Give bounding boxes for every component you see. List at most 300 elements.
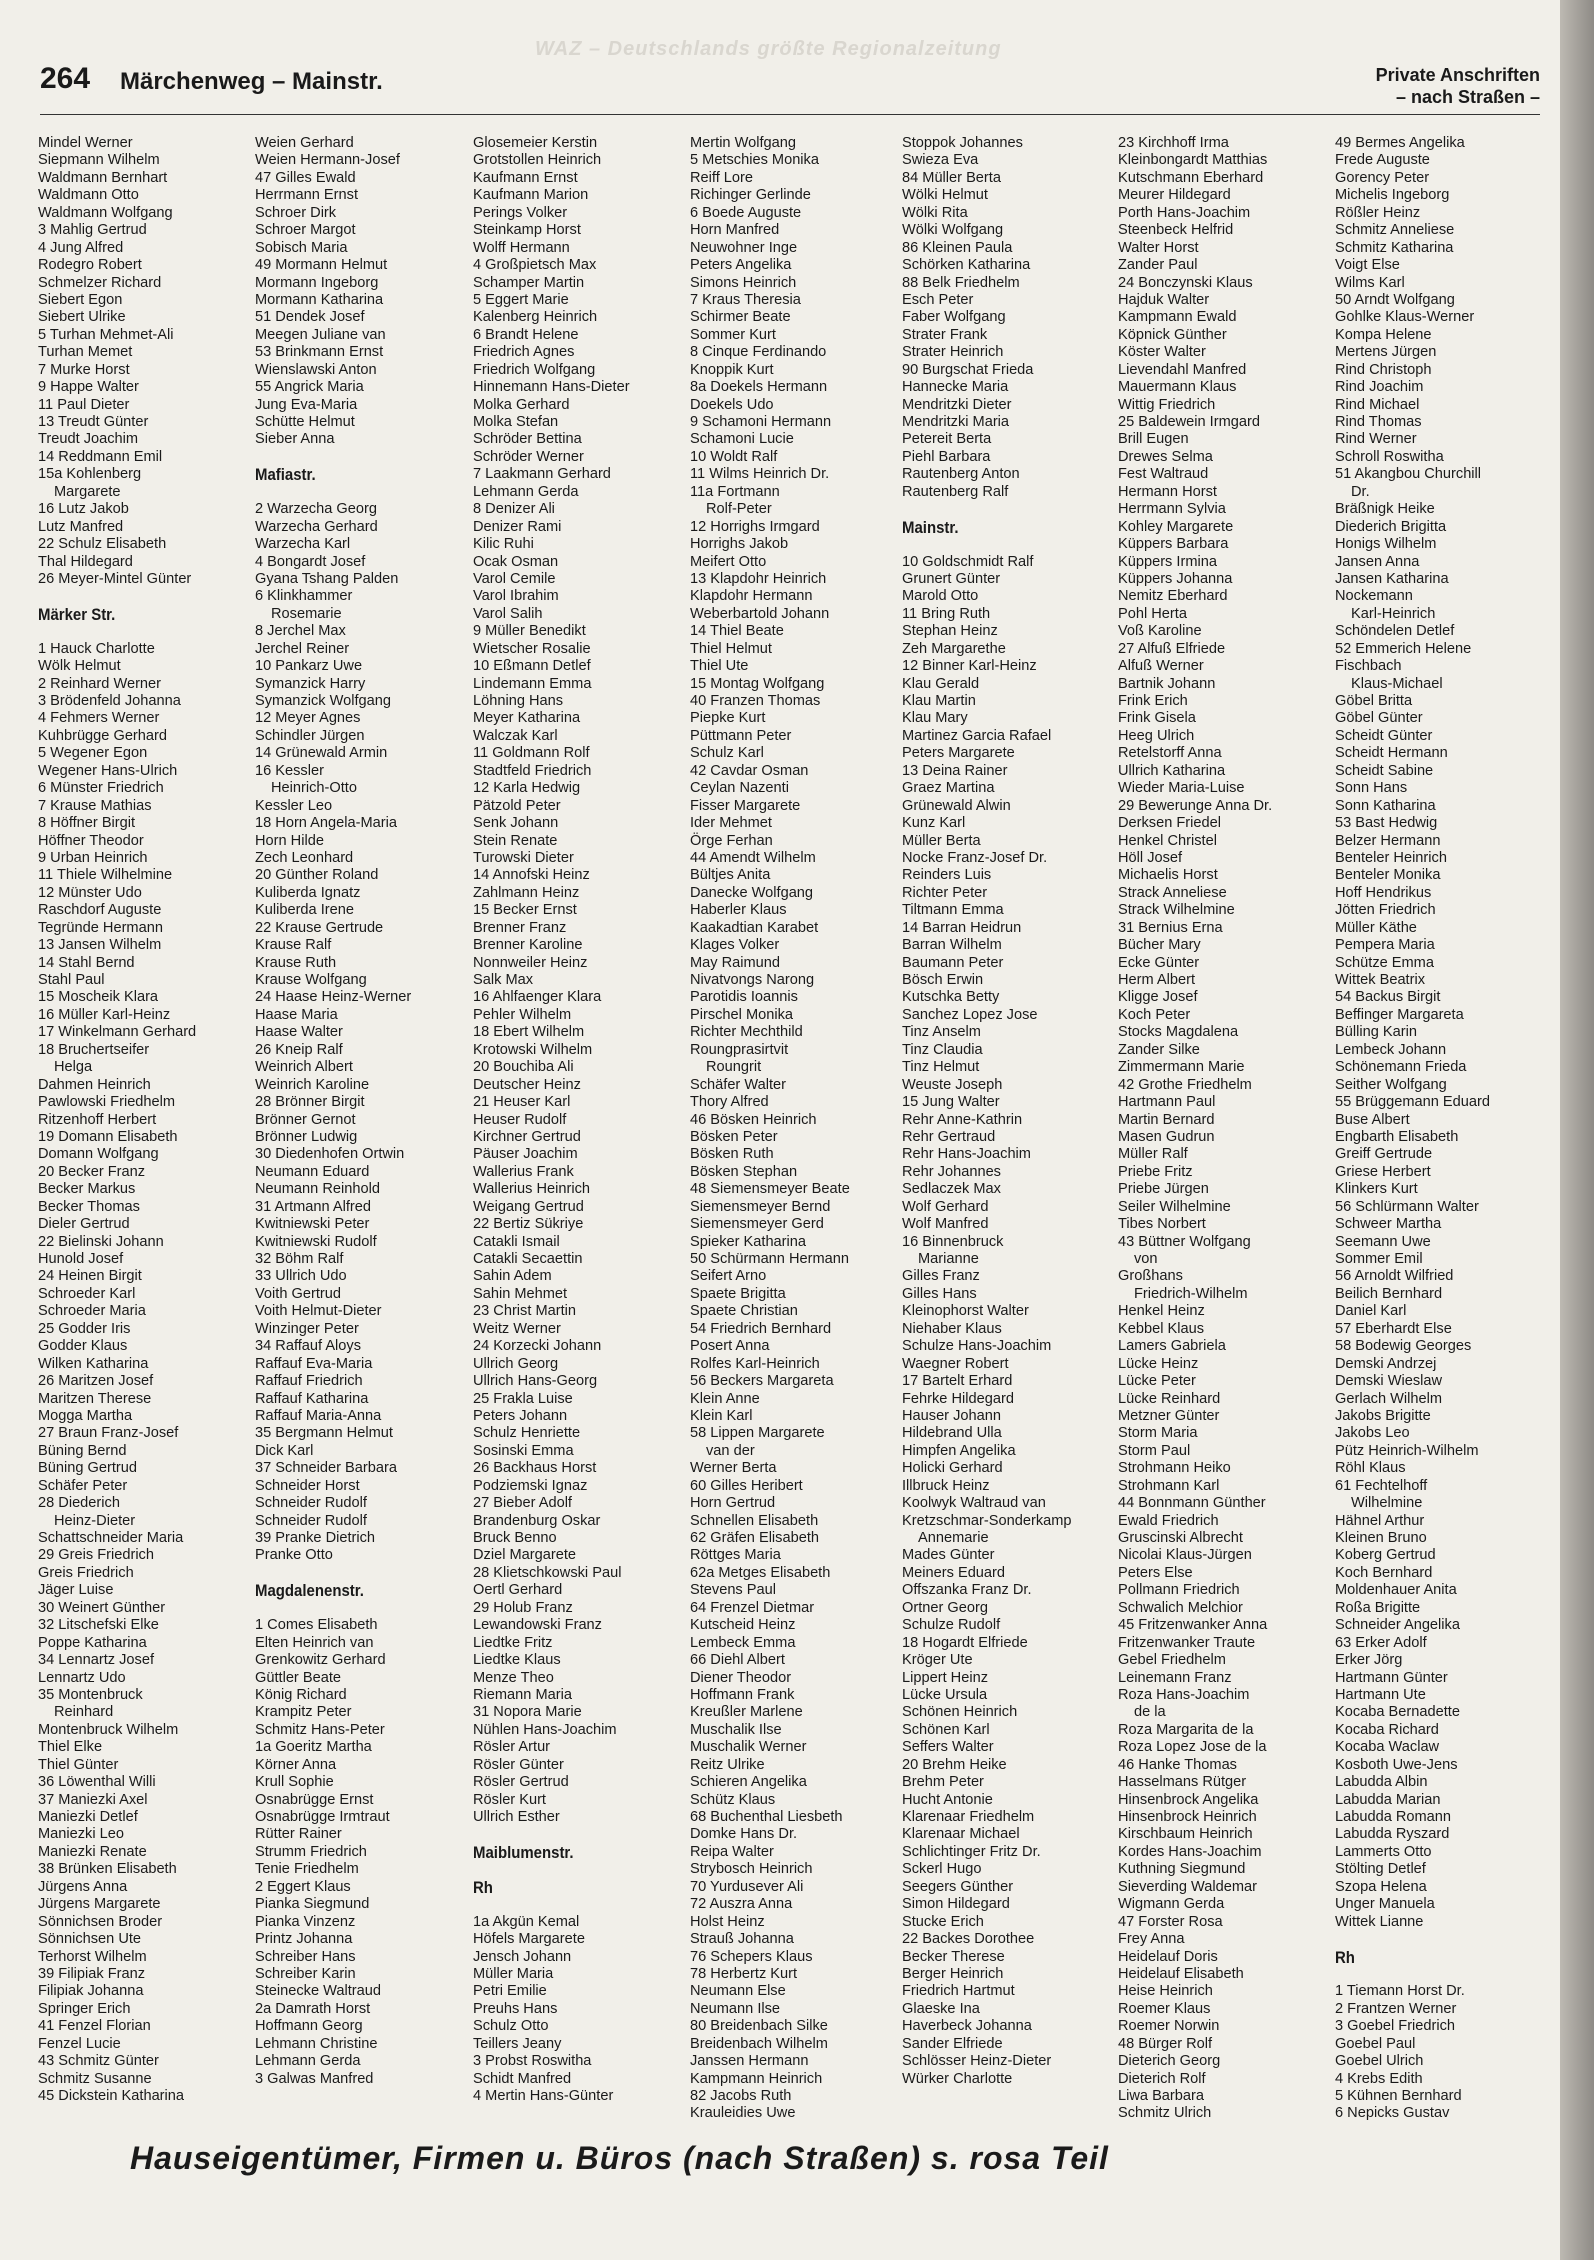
resident-entry: 24 Korzecki Johann bbox=[473, 1338, 602, 1355]
resident-entry: Priebe Fritz bbox=[1118, 1163, 1193, 1180]
resident-entry: Baumann Peter bbox=[902, 954, 1004, 971]
spacer bbox=[902, 536, 1112, 553]
resident-entry: Hucht Antonie bbox=[902, 1791, 993, 1808]
resident-entry: Löhning Hans bbox=[473, 693, 564, 709]
resident-entry: 49 Bermes Angelika bbox=[1335, 135, 1465, 151]
resident-entry: Brandenburg Oskar bbox=[473, 1512, 601, 1529]
resident-entry: Benteler Monika bbox=[1335, 867, 1441, 884]
resident-entry: 8a Doekels Hermann bbox=[690, 379, 828, 396]
resident-entry: Labudda Ryszard bbox=[1335, 1826, 1450, 1843]
resident-entry: Roemer Klaus bbox=[1118, 2000, 1211, 2017]
resident-entry: Raffauf Maria-Anna bbox=[255, 1407, 382, 1424]
resident-entry: 13 Treudt Günter bbox=[38, 414, 149, 430]
resident-entry: Strack Wilhelmine bbox=[1118, 902, 1235, 919]
resident-entry: 60 Gilles Heribert bbox=[690, 1477, 803, 1494]
resident-entry: Brönner Ludwig bbox=[255, 1128, 358, 1145]
resident-entry: Rind Joachim bbox=[1335, 379, 1424, 396]
resident-entry: 23 Kirchhoff Irma bbox=[1118, 135, 1229, 151]
resident-entry: Krause Wolfgang bbox=[255, 972, 367, 988]
resident-entry: 53 Bast Hedwig bbox=[1335, 815, 1438, 832]
resident-entry: Tegründe Hermann bbox=[38, 919, 163, 936]
resident-entry: 20 Becker Franz bbox=[38, 1163, 146, 1180]
resident-entry: Belzer Hermann bbox=[1335, 832, 1441, 849]
resident-entry: Klapdohr Hermann bbox=[690, 588, 813, 605]
resident-entry: Schönen Karl bbox=[902, 1721, 990, 1738]
resident-entry: Jürgens Margarete bbox=[38, 1896, 161, 1913]
resident-entry: Holst Heinz bbox=[690, 1913, 765, 1930]
resident-entry: Hoffmann Georg bbox=[255, 2018, 363, 2035]
resident-entry: Klinkers Kurt bbox=[1335, 1181, 1418, 1198]
resident-entry: 56 Arnoldt Wilfried bbox=[1335, 1268, 1454, 1285]
resident-entry: Klein Karl bbox=[690, 1407, 753, 1424]
resident-entry: 30 Diedenhofen Ortwin bbox=[255, 1146, 405, 1163]
resident-entry: 48 Bürger Rolf bbox=[1118, 2035, 1213, 2052]
resident-entry: Leinemann Franz bbox=[1118, 1669, 1232, 1686]
spacer bbox=[255, 449, 465, 466]
resident-entry: Rösler Günter bbox=[473, 1756, 564, 1773]
resident-entry: König Richard bbox=[255, 1686, 347, 1703]
resident-entry: 29 Greis Friedrich bbox=[38, 1547, 154, 1564]
resident-entry: Engbarth Elisabeth bbox=[1335, 1128, 1459, 1145]
resident-entry: Stein Renate bbox=[473, 832, 558, 849]
resident-entry: 16 Lutz Jakob bbox=[38, 501, 129, 518]
resident-entry: 66 Diehl Albert bbox=[690, 1652, 785, 1669]
resident-entry: Brenner Karoline bbox=[473, 937, 583, 954]
ghost-banner: WAZ – Deutschlands größte Regionalzeitung bbox=[535, 38, 1002, 60]
resident-entry: Sönnichsen Broder bbox=[38, 1913, 163, 1930]
resident-entry: Lücke Reinhard bbox=[1118, 1390, 1221, 1407]
resident-entry: Jötten Friedrich bbox=[1335, 902, 1436, 919]
resident-entry: Hauser Johann bbox=[902, 1407, 1001, 1424]
resident-entry: Sckerl Hugo bbox=[902, 1861, 982, 1878]
resident-entry: 33 Ullrich Udo bbox=[255, 1268, 347, 1285]
name-continuation: Heinrich-Otto bbox=[271, 780, 357, 797]
resident-entry: Schroer Dirk bbox=[255, 204, 337, 221]
resident-entry: Barran Wilhelm bbox=[902, 937, 1002, 954]
resident-entry: Pohl Herta bbox=[1118, 605, 1187, 622]
resident-entry: 58 Bodewig Georges bbox=[1335, 1338, 1472, 1355]
resident-entry: Thory Alfred bbox=[690, 1094, 769, 1111]
resident-entry: Steinecke Waltraud bbox=[255, 1983, 381, 2000]
resident-entry: Rößler Heinz bbox=[1335, 204, 1421, 221]
resident-entry: Nonnweiler Heinz bbox=[473, 954, 588, 971]
resident-entry: Niehaber Klaus bbox=[902, 1320, 1002, 1337]
resident-entry: Schneider Rudolf bbox=[255, 1512, 367, 1529]
resident-entry: Müller Berta bbox=[902, 832, 981, 849]
resident-entry: Müller Ralf bbox=[1118, 1146, 1188, 1163]
resident-entry: 17 Bartelt Erhard bbox=[902, 1373, 1013, 1390]
resident-entry: Simons Heinrich bbox=[690, 274, 797, 291]
resident-entry: Metzner Günter bbox=[1118, 1407, 1220, 1424]
resident-entry: Stucke Erich bbox=[902, 1913, 984, 1930]
resident-entry: Wigmann Gerda bbox=[1118, 1896, 1225, 1913]
resident-entry: Lamers Gabriela bbox=[1118, 1338, 1226, 1355]
name-continuation: de la bbox=[1134, 1704, 1166, 1721]
column-6 bbox=[1118, 135, 1328, 2123]
resident-entry: Kreußler Marlene bbox=[690, 1704, 803, 1721]
resident-entry: 27 Braun Franz-Josef bbox=[38, 1425, 179, 1442]
resident-entry: Örge Ferhan bbox=[690, 832, 773, 849]
resident-entry: Dahmen Heinrich bbox=[38, 1076, 151, 1093]
resident-entry: Daniel Karl bbox=[1335, 1303, 1407, 1320]
resident-entry: Treudt Joachim bbox=[38, 431, 139, 448]
resident-entry: Stölting Detlef bbox=[1335, 1861, 1426, 1878]
resident-entry: Grotstollen Heinrich bbox=[473, 152, 602, 169]
resident-entry: Kebbel Klaus bbox=[1118, 1320, 1205, 1337]
resident-entry: Retelstorff Anna bbox=[1118, 745, 1222, 762]
resident-entry: Spaete Brigitta bbox=[690, 1285, 786, 1302]
resident-entry: 22 Bielinski Johann bbox=[38, 1233, 164, 1250]
resident-entry: 20 Günther Roland bbox=[255, 867, 379, 884]
resident-entry: Osnabrügge Irmtraut bbox=[255, 1809, 390, 1825]
resident-entry: Zech Leonhard bbox=[255, 849, 354, 866]
resident-entry: 3 Probst Roswitha bbox=[473, 2053, 592, 2070]
name-continuation: Margarete bbox=[54, 483, 121, 500]
resident-entry: Hasselmans Rütger bbox=[1118, 1774, 1247, 1791]
resident-entry: 24 Bonczynski Klaus bbox=[1118, 274, 1253, 291]
resident-entry: Thiel Günter bbox=[38, 1756, 119, 1773]
section-label-line1: Private Anschriften bbox=[1375, 65, 1540, 85]
resident-entry: Schidt Manfred bbox=[473, 2070, 572, 2087]
resident-entry: Würker Charlotte bbox=[902, 2070, 1013, 2087]
resident-entry: Rehr Anne-Kathrin bbox=[902, 1111, 1023, 1128]
resident-entry: Pawlowski Friedhelm bbox=[38, 1094, 176, 1111]
resident-entry: Frede Auguste bbox=[1335, 152, 1430, 169]
resident-entry: 55 Angrick Maria bbox=[255, 379, 364, 396]
resident-entry: Schröder Werner bbox=[473, 448, 584, 465]
resident-entry: Friedrich Wolfgang bbox=[473, 361, 596, 378]
resident-entry: Siemensmeyer Bernd bbox=[690, 1198, 831, 1215]
resident-entry: Spieker Katharina bbox=[690, 1233, 807, 1250]
resident-entry: Wittek Beatrix bbox=[1335, 972, 1426, 988]
resident-entry: 50 Schürmann Hermann bbox=[690, 1251, 849, 1267]
resident-entry: Friedrich Hartmut bbox=[902, 1983, 1015, 2000]
resident-entry: Piehl Barbara bbox=[902, 448, 991, 465]
resident-entry: 6 Klinkhammer bbox=[255, 588, 353, 605]
resident-entry: Masen Gudrun bbox=[1118, 1128, 1215, 1145]
resident-entry: Schröder Bettina bbox=[473, 431, 582, 448]
resident-entry: Lehmann Gerda bbox=[255, 2053, 361, 2070]
resident-entry: Schörken Katharina bbox=[902, 257, 1031, 274]
resident-entry: Scheidt Sabine bbox=[1335, 762, 1434, 779]
resident-entry: Senk Johann bbox=[473, 815, 559, 832]
resident-entry: Domke Hans Dr. bbox=[690, 1826, 798, 1843]
resident-entry: 5 Turhan Mehmet-Ali bbox=[38, 326, 174, 343]
name-continuation: Rolf-Peter bbox=[706, 501, 772, 518]
resident-entry: Weuste Joseph bbox=[902, 1076, 1003, 1093]
resident-entry: 29 Bewerunge Anna Dr. bbox=[1118, 797, 1273, 814]
resident-entry: Peters Margarete bbox=[902, 745, 1015, 762]
resident-entry: Domann Wolfgang bbox=[38, 1146, 159, 1163]
resident-entry: 2 Reinhard Werner bbox=[38, 675, 162, 692]
name-continuation: Annemarie bbox=[918, 1530, 989, 1546]
resident-entry: Wienslawski Anton bbox=[255, 361, 377, 378]
resident-entry: Hinsenbrock Angelika bbox=[1118, 1791, 1259, 1808]
resident-entry: 37 Schneider Barbara bbox=[255, 1460, 397, 1477]
resident-entry: Klages Volker bbox=[690, 937, 780, 954]
resident-entry: Moldenhauer Anita bbox=[1335, 1582, 1457, 1599]
resident-entry: 47 Forster Rosa bbox=[1118, 1913, 1223, 1930]
resident-entry: Neumann Eduard bbox=[255, 1163, 370, 1180]
resident-entry: Lembeck Johann bbox=[1335, 1041, 1447, 1058]
resident-entry: 41 Fenzel Florian bbox=[38, 2018, 151, 2035]
resident-entry: Demski Wieslaw bbox=[1335, 1373, 1443, 1390]
resident-entry: 15a Kohlenberg bbox=[38, 466, 142, 483]
resident-entry: Sander Elfriede bbox=[902, 2035, 1003, 2052]
resident-entry: Sönnichsen Ute bbox=[38, 1931, 142, 1948]
resident-entry: 13 Deina Rainer bbox=[902, 762, 1008, 779]
resident-entry: Martinez Garcia Rafael bbox=[902, 727, 1052, 744]
resident-entry: 19 Domann Elisabeth bbox=[38, 1128, 178, 1145]
resident-entry: Hoff Hendrikus bbox=[1335, 884, 1432, 901]
resident-entry: Ider Mehmet bbox=[690, 815, 772, 832]
resident-entry: Godder Klaus bbox=[38, 1338, 128, 1355]
resident-entry: 40 Franzen Thomas bbox=[690, 693, 821, 709]
resident-entry: Muschalik Werner bbox=[690, 1739, 807, 1756]
resident-entry: Strumm Friedrich bbox=[255, 1843, 367, 1860]
resident-entry: Zimmermann Marie bbox=[1118, 1059, 1245, 1076]
resident-entry: Brill Eugen bbox=[1118, 431, 1189, 448]
resident-entry: Gruscinski Albrecht bbox=[1118, 1530, 1243, 1546]
resident-entry: Schattschneider Maria bbox=[38, 1530, 184, 1546]
resident-entry: Parotidis Ioannis bbox=[690, 989, 798, 1006]
resident-entry: Schneider Horst bbox=[255, 1477, 360, 1494]
resident-entry: 11 Bring Ruth bbox=[902, 605, 991, 622]
resident-entry: Meyer Katharina bbox=[473, 710, 581, 727]
name-continuation: Dr. bbox=[1351, 483, 1370, 500]
name-continuation: Reinhard bbox=[54, 1704, 114, 1721]
resident-entry: Krause Ruth bbox=[255, 954, 337, 971]
resident-entry: Swieza Eva bbox=[902, 152, 979, 169]
resident-entry: Maritzen Therese bbox=[38, 1390, 152, 1407]
resident-entry: 38 Brünken Elisabeth bbox=[38, 1861, 177, 1878]
resident-entry: Beilich Bernhard bbox=[1335, 1285, 1443, 1302]
resident-entry: 68 Buchenthal Liesbeth bbox=[690, 1809, 843, 1825]
resident-entry: Köpnick Günther bbox=[1118, 326, 1227, 343]
resident-entry: Pirschel Monika bbox=[690, 1006, 794, 1023]
resident-entry: Pollmann Friedrich bbox=[1118, 1582, 1240, 1599]
resident-entry: Kilic Ruhi bbox=[473, 536, 534, 553]
resident-entry: 62a Metges Elisabeth bbox=[690, 1564, 831, 1581]
resident-entry: 12 Meyer Agnes bbox=[255, 710, 361, 727]
resident-entry: 16 Binnenbruck bbox=[902, 1233, 1004, 1250]
resident-entry: Peters Johann bbox=[473, 1407, 568, 1424]
resident-entry: Terhorst Wilhelm bbox=[38, 1948, 147, 1965]
resident-entry: 3 Goebel Friedrich bbox=[1335, 2018, 1456, 2035]
column-5 bbox=[902, 135, 1112, 2088]
resident-entry: Kleinbongardt Matthias bbox=[1118, 152, 1268, 169]
resident-entry: 4 Fehmers Werner bbox=[38, 710, 160, 727]
resident-entry: Sieber Anna bbox=[255, 431, 335, 448]
resident-entry: Seiler Wilhelmine bbox=[1118, 1198, 1231, 1215]
resident-entry: Janssen Hermann bbox=[690, 2053, 809, 2070]
resident-entry: Fritzenwanker Traute bbox=[1118, 1634, 1256, 1651]
resident-entry: Maniezki Renate bbox=[38, 1843, 147, 1860]
resident-entry: Mindel Werner bbox=[38, 135, 133, 151]
resident-entry: Gohlke Klaus-Werner bbox=[1335, 309, 1475, 326]
resident-entry: 14 Grünewald Armin bbox=[255, 745, 388, 762]
resident-entry: 15 Jung Walter bbox=[902, 1094, 1000, 1111]
resident-entry: 54 Backus Birgit bbox=[1335, 989, 1441, 1006]
resident-entry: Posert Anna bbox=[690, 1338, 770, 1355]
resident-entry: Buse Albert bbox=[1335, 1111, 1410, 1128]
resident-entry: 12 Binner Karl-Heinz bbox=[902, 658, 1037, 675]
resident-entry: Ortner Georg bbox=[902, 1599, 988, 1616]
resident-entry: Rolfes Karl-Heinrich bbox=[690, 1355, 820, 1372]
resident-entry: Mormann Katharina bbox=[255, 291, 384, 308]
resident-entry: Krull Sophie bbox=[255, 1774, 334, 1791]
resident-entry: 37 Maniezki Axel bbox=[38, 1791, 148, 1808]
resident-entry: 3 Galwas Manfred bbox=[255, 2070, 374, 2087]
resident-entry: Krotowski Wilhelm bbox=[473, 1041, 593, 1058]
resident-entry: 10 Eßmann Detlef bbox=[473, 658, 591, 675]
resident-entry: Klarenaar Friedhelm bbox=[902, 1809, 1035, 1825]
resident-entry: Voith Gertrud bbox=[255, 1285, 341, 1302]
resident-entry: Kaufmann Marion bbox=[473, 187, 589, 204]
resident-entry: 52 Emmerich Helene bbox=[1335, 640, 1472, 657]
resident-entry: 29 Holub Franz bbox=[473, 1599, 573, 1616]
resident-entry: 57 Eberhardt Else bbox=[1335, 1320, 1452, 1337]
resident-entry: Offszanka Franz Dr. bbox=[902, 1582, 1032, 1599]
resident-entry: Wieder Maria-Luise bbox=[1118, 780, 1245, 797]
resident-entry: Rind Werner bbox=[1335, 431, 1417, 448]
resident-entry: Päuser Joachim bbox=[473, 1146, 578, 1163]
resident-entry: Esch Peter bbox=[902, 291, 974, 308]
resident-entry: Bültjes Anita bbox=[690, 867, 771, 884]
resident-entry: Catakli Secaettin bbox=[473, 1251, 583, 1267]
resident-entry: Rind Christoph bbox=[1335, 361, 1432, 378]
resident-entry: Lembeck Emma bbox=[690, 1634, 796, 1651]
resident-entry: 20 Brehm Heike bbox=[902, 1756, 1007, 1773]
resident-entry: Kirchner Gertrud bbox=[473, 1128, 581, 1145]
resident-entry: Krampitz Peter bbox=[255, 1704, 352, 1721]
resident-entry: Püttmann Peter bbox=[690, 727, 792, 744]
resident-entry: Strauß Johanna bbox=[690, 1931, 794, 1948]
resident-entry: 10 Goldschmidt Ralf bbox=[902, 553, 1034, 570]
resident-entry: Nivatvongs Narong bbox=[690, 972, 815, 988]
resident-entry: Roza Lopez Jose de la bbox=[1118, 1739, 1267, 1756]
resident-entry: Schulze Hans-Joachim bbox=[902, 1338, 1052, 1355]
resident-entry: Schäfer Walter bbox=[690, 1076, 786, 1093]
name-continuation: von bbox=[1134, 1251, 1158, 1267]
resident-entry: Gilles Hans bbox=[902, 1285, 977, 1302]
resident-entry: Gyana Tshang Palden bbox=[255, 570, 399, 587]
resident-entry: 31 Nopora Marie bbox=[473, 1704, 582, 1721]
resident-entry: Turowski Dieter bbox=[473, 849, 574, 866]
resident-entry: Gerlach Wilhelm bbox=[1335, 1390, 1443, 1407]
resident-entry: Holicki Gerhard bbox=[902, 1460, 1003, 1477]
resident-entry: Hartmann Paul bbox=[1118, 1094, 1216, 1111]
resident-entry: Schroll Roswitha bbox=[1335, 448, 1444, 465]
resident-entry: Haverbeck Johanna bbox=[902, 2018, 1032, 2035]
resident-entry: 18 Hogardt Elfriede bbox=[902, 1634, 1028, 1651]
resident-entry: Wilken Katharina bbox=[38, 1355, 149, 1372]
resident-entry: Walter Horst bbox=[1118, 239, 1199, 256]
resident-entry: Hajduk Walter bbox=[1118, 291, 1210, 308]
resident-entry: 3 Mahlig Gertrud bbox=[38, 222, 147, 239]
resident-entry: Schmitz Susanne bbox=[38, 2070, 152, 2087]
resident-entry: 84 Müller Berta bbox=[902, 169, 1001, 186]
resident-entry: Seither Wolfgang bbox=[1335, 1076, 1447, 1093]
resident-entry: Waegner Robert bbox=[902, 1355, 1009, 1372]
resident-entry: Labudda Albin bbox=[1335, 1774, 1428, 1791]
resident-entry: Großhans bbox=[1118, 1268, 1183, 1285]
resident-entry: Stevens Paul bbox=[690, 1582, 776, 1599]
resident-entry: 46 Hanke Thomas bbox=[1118, 1756, 1237, 1773]
resident-entry: Voigt Else bbox=[1335, 257, 1400, 274]
resident-entry: Schneider Angelika bbox=[1335, 1617, 1460, 1634]
column-7 bbox=[1335, 135, 1545, 2123]
resident-entry: 22 Schulz Elisabeth bbox=[38, 536, 167, 553]
resident-entry: Meiners Eduard bbox=[902, 1564, 1006, 1581]
resident-entry: Lewandowski Franz bbox=[473, 1617, 602, 1634]
resident-entry: Fischbach bbox=[1335, 658, 1402, 675]
name-continuation: Helga bbox=[54, 1059, 93, 1076]
resident-entry: 14 Thiel Beate bbox=[690, 623, 784, 640]
resident-entry: Waldmann Bernhart bbox=[38, 169, 168, 186]
resident-entry: Reiff Lore bbox=[690, 169, 754, 186]
resident-entry: 12 Münster Udo bbox=[38, 884, 142, 901]
resident-entry: Nemitz Eberhard bbox=[1118, 588, 1228, 605]
resident-entry: Unger Manuela bbox=[1335, 1896, 1435, 1913]
resident-entry: 14 Stahl Bernd bbox=[38, 954, 135, 971]
resident-entry: Goebel Paul bbox=[1335, 2035, 1416, 2052]
resident-entry: Köster Walter bbox=[1118, 344, 1206, 361]
resident-entry: Strybosch Heinrich bbox=[690, 1861, 813, 1878]
resident-entry: Schönemann Frieda bbox=[1335, 1059, 1467, 1076]
resident-entry: Göbel Günter bbox=[1335, 710, 1423, 727]
resident-entry: 32 Litschefski Elke bbox=[38, 1617, 159, 1634]
resident-entry: Elten Heinrich van bbox=[255, 1634, 374, 1651]
resident-entry: Wölki Helmut bbox=[902, 187, 988, 204]
resident-entry: Raffauf Friedrich bbox=[255, 1373, 363, 1390]
resident-entry: Küppers Irmina bbox=[1118, 553, 1217, 570]
resident-entry: Kocaba Waclaw bbox=[1335, 1739, 1440, 1756]
resident-entry: Piepke Kurt bbox=[690, 710, 766, 727]
resident-entry: 86 Kleinen Paula bbox=[902, 239, 1013, 256]
column-4 bbox=[690, 135, 900, 2123]
resident-entry: 10 Woldt Ralf bbox=[690, 448, 778, 465]
resident-entry: Küppers Johanna bbox=[1118, 570, 1233, 587]
resident-entry: Wölk Helmut bbox=[38, 658, 121, 675]
resident-entry: 22 Backes Dorothee bbox=[902, 1931, 1035, 1948]
resident-entry: Demski Andrzej bbox=[1335, 1355, 1437, 1372]
resident-entry: Strack Anneliese bbox=[1118, 884, 1227, 901]
resident-entry: 70 Yurdusever Ali bbox=[690, 1878, 804, 1895]
resident-entry: 1a Goeritz Martha bbox=[255, 1739, 372, 1756]
resident-entry: 26 Backhaus Horst bbox=[473, 1460, 597, 1477]
resident-entry: Diederich Brigitta bbox=[1335, 518, 1447, 535]
resident-entry: Hannecke Maria bbox=[902, 379, 1009, 396]
resident-entry: Himpfen Angelika bbox=[902, 1442, 1016, 1459]
resident-entry: 44 Amendt Wilhelm bbox=[690, 849, 816, 866]
resident-entry: Pianka Siegmund bbox=[255, 1896, 370, 1913]
resident-entry: Schmitz Anneliese bbox=[1335, 222, 1455, 239]
resident-entry: Reipa Walter bbox=[690, 1843, 774, 1860]
resident-entry: Lehmann Christine bbox=[255, 2035, 378, 2052]
resident-entry: Kutscheid Heinz bbox=[690, 1617, 796, 1634]
spacer bbox=[38, 623, 248, 640]
resident-entry: Kordes Hans-Joachim bbox=[1118, 1843, 1262, 1860]
resident-entry: 43 Büttner Wolfgang bbox=[1118, 1233, 1251, 1250]
resident-entry: Roemer Norwin bbox=[1118, 2018, 1220, 2035]
resident-entry: Oertl Gerhard bbox=[473, 1582, 563, 1599]
resident-entry: 16 Müller Karl-Heinz bbox=[38, 1006, 171, 1023]
resident-entry: Michaelis Horst bbox=[1118, 867, 1218, 884]
resident-entry: Muschalik Ilse bbox=[690, 1721, 782, 1738]
resident-entry: Becker Markus bbox=[38, 1181, 136, 1198]
resident-entry: Werner Berta bbox=[690, 1460, 777, 1477]
